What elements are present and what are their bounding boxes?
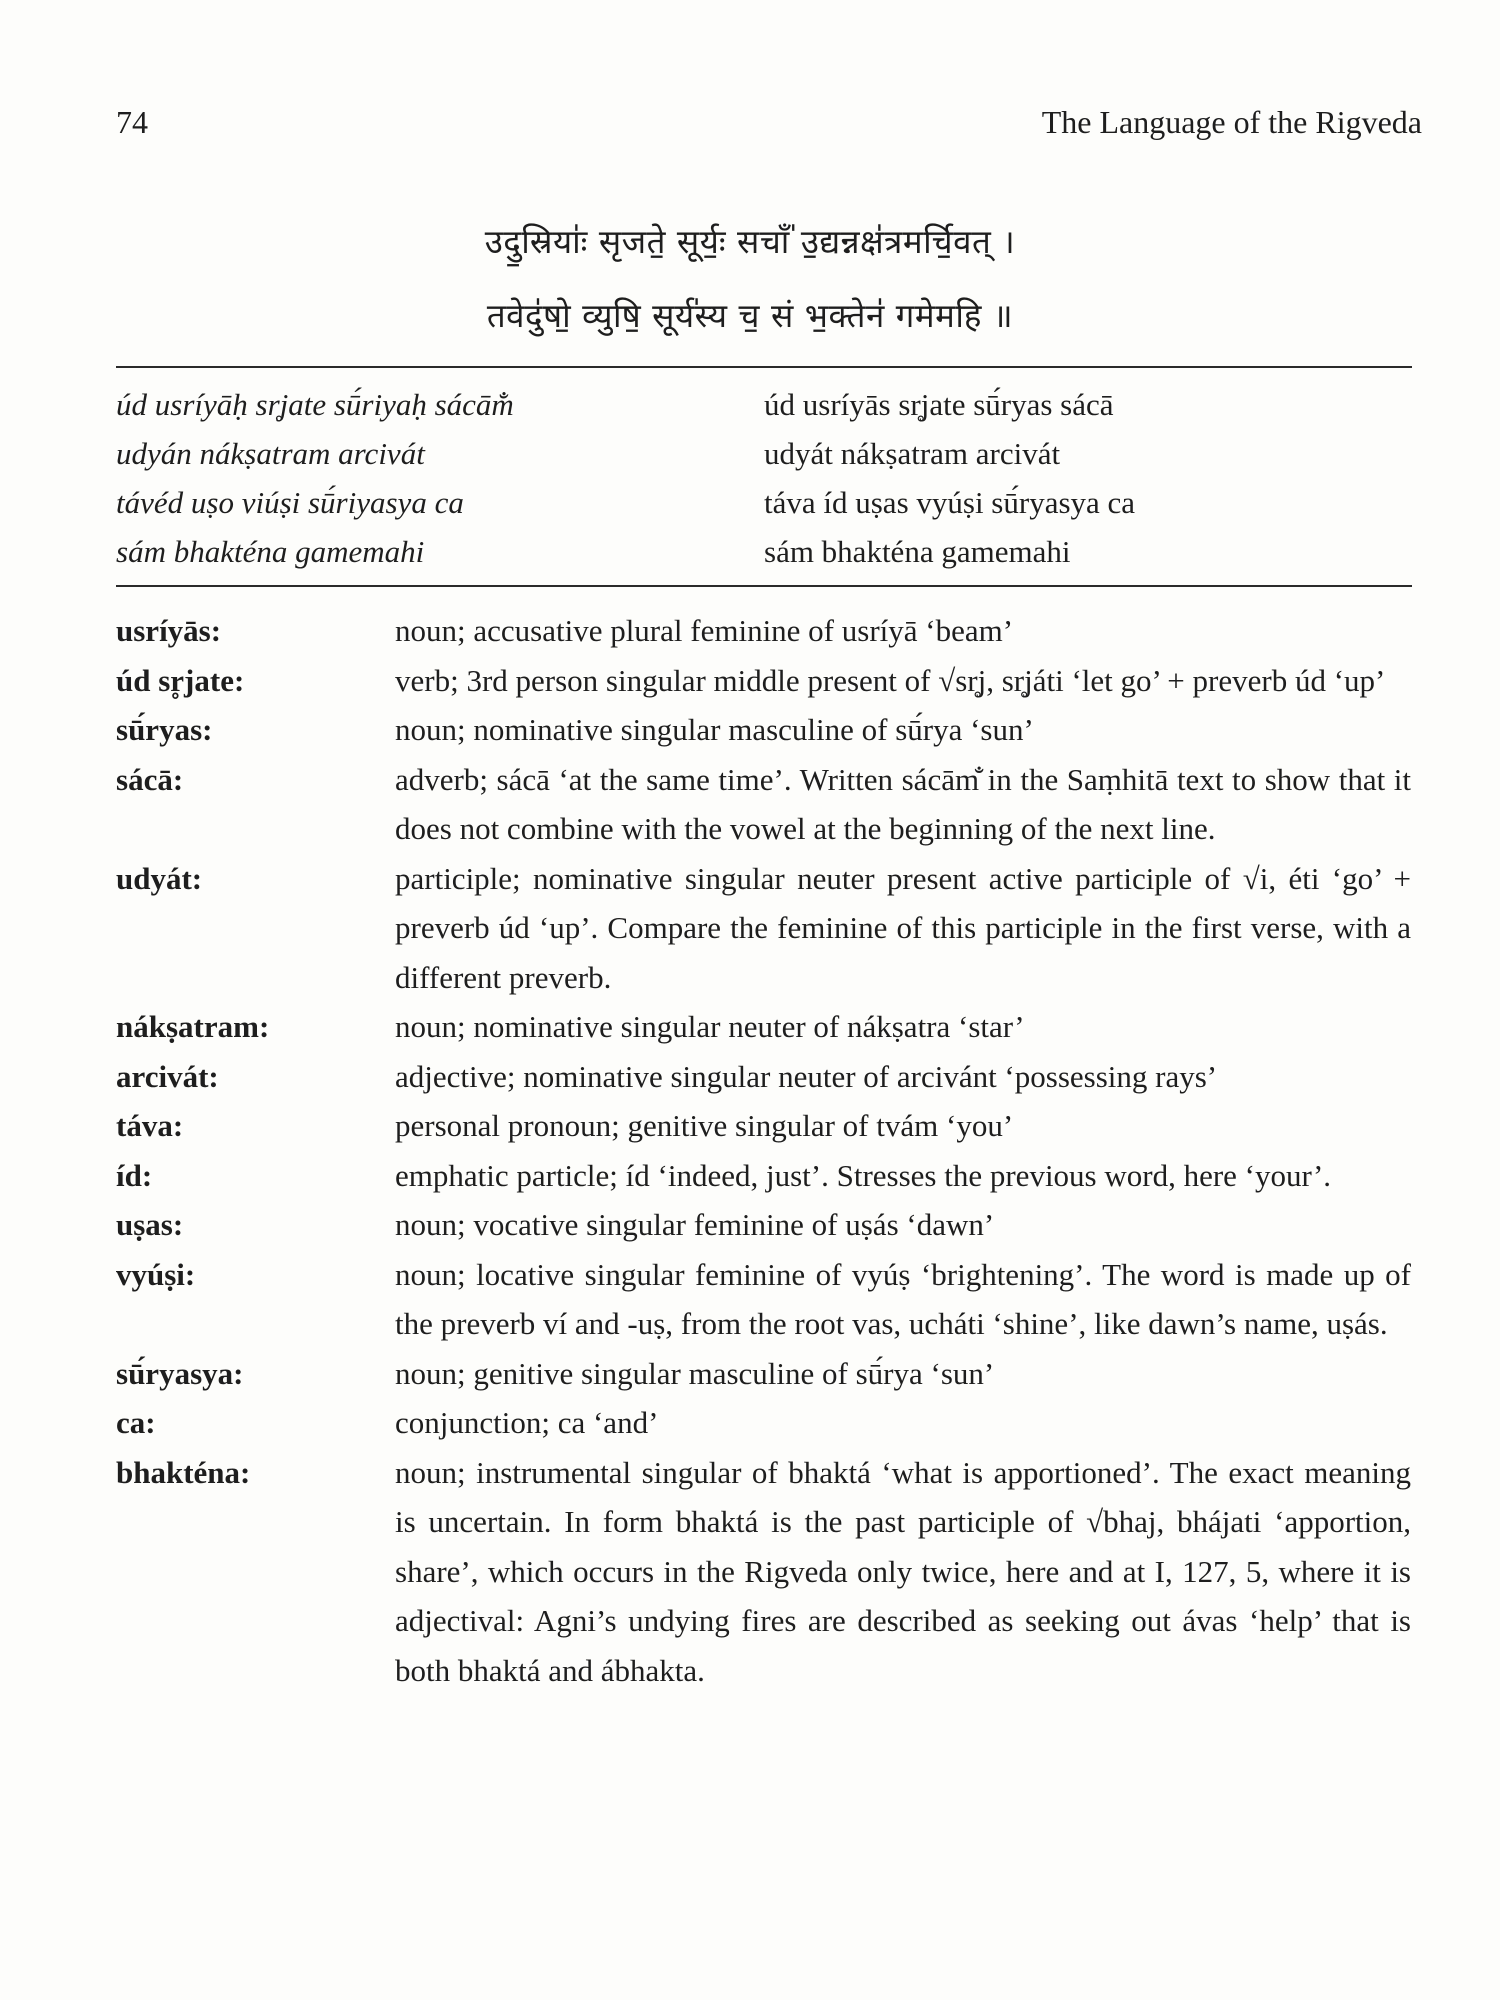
glossary-term: udyát:	[116, 860, 203, 896]
glossary-term: sū́ryasya:	[116, 1355, 244, 1391]
glossary-definition: noun; instrumental singular of bhaktá ‘what is apportioned’. The exact meaning is uncertain. In form bhaktá is the past participle of √bhaj, bhájati ‘apportion, share’, which occurs in the Rigveda only twice, here and at I, 127, 5, where it is adjectival: Agni’s undying fires are described as seeking out ávas ‘help’ that is both bhaktá and ábhakta.	[395, 1454, 1411, 1688]
glossary-entry	[116, 1052, 1416, 1102]
pada-line: úd usríyās sr̥jate sū́ryas sácā	[764, 386, 1114, 422]
glossary-term: táva:	[116, 1108, 184, 1143]
glossary-term: sū́ryas:	[116, 712, 213, 747]
samhita-line: távéd uṣo viúṣi sū́riyasya ca	[116, 484, 464, 520]
verse-row	[116, 380, 1412, 429]
glossary-definition: noun; locative singular feminine of vyúṣ ‘brightening’. The word is made up of the preverb ví and -uṣ, from the root vas, ucháti ‘shine’, like dawn’s name, uṣás.	[395, 1256, 1411, 1341]
glossary-entry	[116, 606, 1416, 656]
pada-line: sám bhakténa gamemahi	[764, 533, 1071, 569]
top-rule	[116, 366, 1412, 368]
samhita-line: úd usríyāḥ sr̥jate sū́riyaḥ sácām̐	[116, 386, 514, 422]
glossary-term: ca:	[116, 1405, 156, 1440]
glossary-term: bhakténa:	[116, 1454, 251, 1490]
glossary-definition: noun; nominative singular neuter of nákṣatra ‘star’	[395, 1009, 1025, 1044]
glossary-term: nákṣatram:	[116, 1009, 270, 1044]
glossary-term: uṣas:	[116, 1207, 184, 1242]
glossary	[116, 606, 1416, 1695]
glossary-definition: noun; genitive singular masculine of sū́rya ‘sun’	[395, 1355, 995, 1391]
pada-line: udyát nákṣatram arcivát	[764, 435, 1061, 471]
glossary-term: úd sr̥jate:	[116, 662, 245, 698]
glossary-term: íd:	[116, 1157, 153, 1193]
verse-row	[116, 527, 1412, 576]
samhita-line: udyán nákṣatram arcivát	[116, 435, 425, 471]
pada-line: táva íd uṣas vyúṣi sū́ryasya ca	[764, 484, 1136, 520]
glossary-entry	[116, 656, 1416, 706]
glossary-entry	[116, 755, 1416, 854]
glossary-term: sácā:	[116, 761, 184, 797]
glossary-entry	[116, 854, 1416, 1003]
glossary-term: vyúṣi:	[116, 1256, 196, 1292]
glossary-definition: adjective; nominative singular neuter of arcivánt ‘possessing rays’	[395, 1058, 1218, 1094]
glossary-definition: adverb; sácā ‘at the same time’. Written sácām̐ in the Saṃhitā text to show that it does not combine with the vowel at the beginning of the next line.	[395, 761, 1411, 846]
devanagari-line-2: तवेदु॑षो॒ व्युषि॒ सूर्य॑स्य च॒ सं भ॒क्तेन॑ गमेमहि ॥	[486, 296, 1014, 335]
glossary-term: arcivát:	[116, 1058, 219, 1094]
glossary-entry	[116, 1250, 1416, 1349]
glossary-definition: personal pronoun; genitive singular of tvám ‘you’	[395, 1108, 1014, 1143]
bottom-rule	[116, 585, 1412, 587]
glossary-entry	[116, 1101, 1416, 1151]
glossary-entry	[116, 1349, 1416, 1399]
verse-block	[116, 380, 1412, 576]
verse-row	[116, 478, 1412, 527]
glossary-entry	[116, 1151, 1416, 1201]
glossary-entry	[116, 1398, 1416, 1448]
glossary-entry	[116, 1200, 1416, 1250]
glossary-definition: noun; nominative singular masculine of sū́rya ‘sun’	[395, 712, 1034, 747]
glossary-definition: emphatic particle; íd ‘indeed, just’. Stresses the previous word, here ‘your’.	[395, 1157, 1332, 1193]
running-title: The Language of the Rigveda	[1041, 104, 1422, 140]
verse-row	[116, 429, 1412, 478]
glossary-term: usríyās:	[116, 613, 222, 648]
devanagari-line-1: उदु॒स्रियाः॑ सृजते॒ सूर्यः॒ सचाँ॑ उ॒द्यन्नक्ष॑त्रमर्चि॒वत् ।	[484, 222, 1016, 261]
samhita-line: sám bhakténa gamemahi	[116, 533, 425, 569]
glossary-definition: conjunction; ca ‘and’	[395, 1405, 659, 1440]
glossary-definition: verb; 3rd person singular middle present of √sr̥j, sr̥játi ‘let go’ + preverb úd ‘up’	[395, 662, 1386, 698]
glossary-definition: noun; vocative singular feminine of uṣás ‘dawn’	[395, 1207, 995, 1242]
glossary-definition: participle; nominative singular neuter present active participle of √i, éti ‘go’ + preverb úd ‘up’. Compare the feminine of this participle in the first verse, with a different preverb.	[395, 860, 1411, 995]
glossary-entry	[116, 705, 1416, 755]
glossary-entry	[116, 1448, 1416, 1696]
glossary-entry	[116, 1002, 1416, 1052]
page-number: 74	[116, 104, 148, 140]
glossary-definition: noun; accusative plural feminine of usríyā ‘beam’	[395, 613, 1014, 648]
